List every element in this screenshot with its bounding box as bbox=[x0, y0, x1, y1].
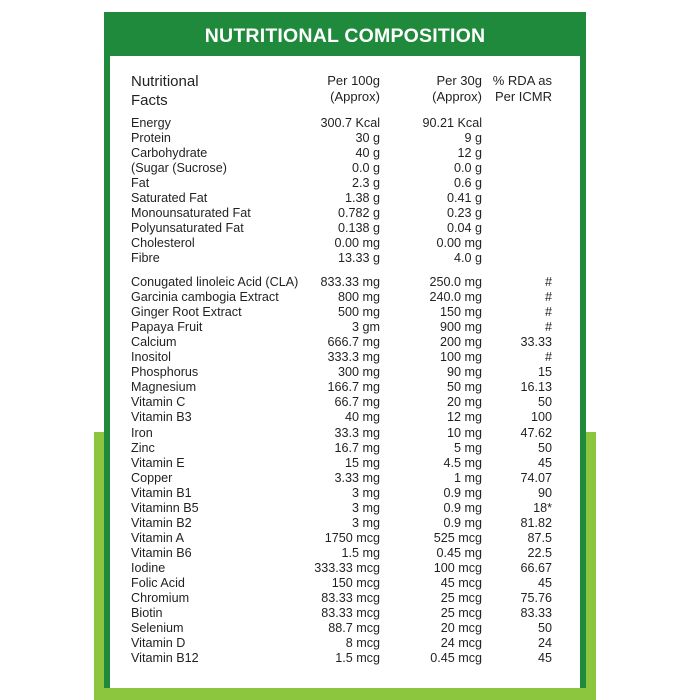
per-100g-value: 83.33 mcg bbox=[321, 606, 380, 621]
per-100g-value: 3 mg bbox=[352, 485, 380, 500]
per-100g-value: 0.00 mg bbox=[334, 236, 380, 251]
nutrient-name: Fat bbox=[131, 176, 150, 191]
nutrient-name: Biotin bbox=[131, 606, 163, 621]
per-30g-value: 45 mcg bbox=[440, 576, 482, 590]
per-30g-value: 12 g bbox=[457, 146, 482, 161]
table-row bbox=[0, 621, 690, 636]
table-row bbox=[0, 206, 690, 221]
rda-value: 16.13 bbox=[520, 380, 552, 395]
header-line: Per 100g bbox=[327, 73, 380, 88]
rda-value: 18* bbox=[533, 500, 552, 515]
header-line: Nutritional bbox=[131, 73, 199, 90]
table-row bbox=[0, 176, 690, 191]
rda-value: 75.76 bbox=[520, 591, 552, 606]
per-30g-value: 25 mcg bbox=[440, 606, 482, 621]
header-line: % RDA as bbox=[492, 73, 552, 88]
per-30g-value: 1 mg bbox=[454, 470, 482, 485]
per-100g-value: 166.7 mg bbox=[327, 380, 380, 395]
nutrient-name: Vitamin B1 bbox=[131, 485, 192, 500]
nutrient-name: Vitamin B3 bbox=[131, 410, 192, 425]
rda-value: 24 bbox=[537, 636, 552, 651]
nutrient-name: Zinc bbox=[131, 440, 155, 455]
nutrient-name: Garcinia cambogia Extract bbox=[131, 290, 279, 305]
table-row bbox=[0, 335, 690, 350]
rda-value: 50 bbox=[537, 395, 552, 410]
per-100g-value: 88.7 mcg bbox=[328, 621, 380, 636]
per-30g-value: 10 mg bbox=[446, 425, 482, 440]
per-30g-value: 100 mg bbox=[439, 350, 482, 365]
per-30g-value: 0.00 mg bbox=[436, 236, 482, 251]
per-100g-value: 13.33 g bbox=[337, 251, 380, 266]
rda-value: 74.07 bbox=[520, 470, 552, 485]
nutrient-name: Ginger Root Extract bbox=[131, 305, 242, 320]
rda-value: 87.5 bbox=[527, 530, 552, 545]
nutrient-name: Chromium bbox=[131, 591, 190, 606]
per-30g-value: 90 mg bbox=[446, 365, 482, 380]
per-100g-value: 300.7 Kcal bbox=[320, 116, 380, 130]
nutrient-name: Energy bbox=[131, 116, 171, 130]
table-row bbox=[0, 591, 690, 606]
table-row bbox=[0, 251, 690, 266]
per-30g-value: 0.9 mg bbox=[443, 500, 482, 515]
nutrient-name: Vitaminn B5 bbox=[131, 500, 199, 515]
rda-value: # bbox=[544, 305, 552, 320]
per-30g-value: 250.0 mg bbox=[429, 275, 482, 289]
rda-value: 22.5 bbox=[527, 545, 552, 560]
table-row bbox=[0, 191, 690, 206]
per-100g-value: 800 mg bbox=[337, 290, 380, 305]
nutrient-name: Cholesterol bbox=[131, 236, 195, 251]
rda-value: 90 bbox=[537, 485, 552, 500]
per-30g-value: 0.45 mg bbox=[436, 545, 482, 560]
per-100g-value: 0.782 g bbox=[337, 206, 380, 221]
per-30g-value: 0.04 g bbox=[446, 221, 482, 236]
per-100g-value: 150 mcg bbox=[331, 576, 380, 590]
per-30g-value: 50 mg bbox=[446, 380, 482, 395]
per-30g-value: 0.41 g bbox=[446, 191, 482, 206]
per-30g-value: 0.9 mg bbox=[443, 515, 482, 530]
header-rda bbox=[486, 73, 552, 105]
table-row bbox=[0, 161, 690, 176]
per-100g-value: 833.33 mg bbox=[320, 275, 380, 289]
rda-value: 100 bbox=[530, 410, 552, 425]
per-100g-value: 3.33 mg bbox=[334, 470, 380, 485]
nutrient-name: Vitamin C bbox=[131, 395, 186, 410]
table-row bbox=[0, 546, 690, 561]
header-per-30g bbox=[410, 73, 482, 105]
rda-value: 47.62 bbox=[520, 425, 552, 440]
per-100g-value: 666.7 mg bbox=[327, 335, 380, 350]
header-nutritional-facts bbox=[131, 72, 199, 110]
per-30g-value: 24 mcg bbox=[440, 636, 482, 651]
header-line: Per 30g bbox=[436, 73, 482, 88]
page-title: NUTRITIONAL COMPOSITION bbox=[204, 25, 486, 47]
per-100g-value: 1750 mcg bbox=[324, 530, 380, 545]
per-30g-value: 0.9 mg bbox=[443, 485, 482, 500]
per-30g-value: 525 mcg bbox=[433, 530, 482, 545]
nutrient-name: Iron bbox=[131, 425, 153, 440]
per-100g-value: 500 mg bbox=[337, 305, 380, 320]
nutrient-name: Carbohydrate bbox=[131, 146, 208, 161]
nutrient-name: Magnesium bbox=[131, 380, 197, 395]
per-100g-value: 1.38 g bbox=[344, 191, 380, 206]
per-30g-value: 900 mg bbox=[439, 320, 482, 335]
per-30g-value: 0.23 g bbox=[446, 206, 482, 221]
per-30g-value: 4.5 mg bbox=[443, 455, 482, 470]
table-row bbox=[0, 380, 690, 395]
per-100g-value: 333.3 mg bbox=[327, 350, 380, 365]
table-row bbox=[0, 275, 690, 290]
per-30g-value: 100 mcg bbox=[433, 560, 482, 575]
nutrient-name: Vitamin B6 bbox=[131, 545, 192, 560]
per-30g-value: 12 mg bbox=[446, 410, 482, 425]
per-100g-value: 3 mg bbox=[352, 500, 380, 515]
header-per-100g bbox=[305, 73, 380, 105]
per-100g-value: 15 mg bbox=[344, 455, 380, 470]
table-row bbox=[0, 516, 690, 531]
per-30g-value: 240.0 mg bbox=[429, 290, 482, 305]
rda-value: # bbox=[544, 350, 552, 365]
per-30g-value: 5 mg bbox=[454, 440, 482, 455]
rda-value: # bbox=[544, 320, 552, 335]
nutrient-name: Polyunsaturated Fat bbox=[131, 221, 244, 236]
nutrient-name: Vitamin B12 bbox=[131, 651, 199, 666]
nutrient-name: Fibre bbox=[131, 251, 160, 266]
per-100g-value: 1.5 mg bbox=[341, 545, 380, 560]
nutrient-name: (Sugar (Sucrose) bbox=[131, 161, 227, 176]
per-100g-value: 40 g bbox=[355, 146, 380, 161]
nutrient-name: Inositol bbox=[131, 350, 171, 365]
per-100g-value: 16.7 mg bbox=[334, 440, 380, 455]
table-row bbox=[0, 365, 690, 380]
table-row bbox=[0, 456, 690, 471]
per-100g-value: 0.138 g bbox=[337, 221, 380, 236]
table-row bbox=[0, 350, 690, 365]
table-row bbox=[0, 320, 690, 335]
per-100g-value: 40 mg bbox=[344, 410, 380, 425]
per-30g-value: 25 mcg bbox=[440, 591, 482, 606]
nutrient-name: Protein bbox=[131, 131, 171, 146]
per-100g-value: 1.5 mcg bbox=[335, 651, 380, 666]
per-30g-value: 4.0 g bbox=[453, 251, 482, 266]
nutrient-name: Vitamin B2 bbox=[131, 515, 192, 530]
rda-value: 66.67 bbox=[520, 560, 552, 575]
table-row bbox=[0, 441, 690, 456]
header-line: Per ICMR bbox=[494, 89, 552, 104]
nutrient-name: Monounsaturated Fat bbox=[131, 206, 251, 221]
table-row bbox=[0, 486, 690, 501]
table-row bbox=[0, 116, 690, 131]
table-row bbox=[0, 146, 690, 161]
per-30g-value: 9 g bbox=[464, 131, 482, 146]
rda-value: # bbox=[544, 275, 552, 289]
table-row bbox=[0, 561, 690, 576]
nutrient-name: Papaya Fruit bbox=[131, 320, 203, 335]
rda-value: 33.33 bbox=[520, 335, 552, 350]
nutrient-name: Selenium bbox=[131, 621, 184, 636]
per-100g-value: 0.0 g bbox=[351, 161, 380, 176]
rda-value: 45 bbox=[537, 576, 552, 590]
nutrient-name: Saturated Fat bbox=[131, 191, 208, 206]
rda-value: 15 bbox=[537, 365, 552, 380]
per-30g-value: 0.45 mcg bbox=[430, 651, 482, 666]
header-line: (Approx) bbox=[432, 89, 482, 104]
header-line: (Approx) bbox=[330, 89, 380, 104]
table-row bbox=[0, 471, 690, 486]
table-row bbox=[0, 636, 690, 651]
nutrient-name: Iodine bbox=[131, 560, 166, 575]
nutrient-name: Calcium bbox=[131, 335, 177, 350]
table-row bbox=[0, 651, 690, 666]
per-100g-value: 2.3 g bbox=[351, 176, 380, 191]
rda-value: 45 bbox=[537, 455, 552, 470]
rda-value: 45 bbox=[537, 651, 552, 666]
per-100g-value: 300 mg bbox=[337, 365, 380, 380]
per-100g-value: 30 g bbox=[355, 131, 380, 146]
nutrient-name: Conugated linoleic Acid (CLA) bbox=[131, 275, 299, 289]
per-100g-value: 3 gm bbox=[352, 320, 380, 335]
per-30g-value: 150 mg bbox=[439, 305, 482, 320]
rda-value: 50 bbox=[537, 440, 552, 455]
per-100g-value: 33.3 mg bbox=[334, 425, 380, 440]
nutrient-name: Vitamin D bbox=[131, 636, 186, 651]
per-100g-value: 8 mcg bbox=[345, 636, 380, 651]
table-row bbox=[0, 395, 690, 410]
nutrient-name: Folic Acid bbox=[131, 576, 185, 590]
table-row bbox=[0, 131, 690, 146]
per-30g-value: 20 mcg bbox=[440, 621, 482, 636]
per-100g-value: 83.33 mcg bbox=[321, 591, 380, 606]
table-row bbox=[0, 501, 690, 516]
table-row bbox=[0, 576, 690, 591]
table-row bbox=[0, 606, 690, 621]
table-row bbox=[0, 531, 690, 546]
rda-value: 50 bbox=[537, 621, 552, 636]
per-30g-value: 200 mg bbox=[439, 335, 482, 350]
per-100g-value: 66.7 mg bbox=[334, 395, 380, 410]
header-line: Facts bbox=[131, 92, 168, 109]
rda-value: # bbox=[544, 290, 552, 305]
table-row bbox=[0, 410, 690, 425]
table-row bbox=[0, 426, 690, 441]
nutrient-name: Copper bbox=[131, 470, 173, 485]
table-row bbox=[0, 236, 690, 251]
table-row bbox=[0, 221, 690, 236]
nutrient-name: Vitamin E bbox=[131, 455, 185, 470]
per-100g-value: 333.33 mcg bbox=[314, 560, 380, 575]
bottom-accent-strip bbox=[104, 688, 586, 700]
per-30g-value: 90.21 Kcal bbox=[422, 116, 482, 130]
nutrient-name: Phosphorus bbox=[131, 365, 199, 380]
table-row bbox=[0, 305, 690, 320]
per-30g-value: 20 mg bbox=[446, 395, 482, 410]
nutrient-name: Vitamin A bbox=[131, 530, 184, 545]
per-100g-value: 3 mg bbox=[352, 515, 380, 530]
per-30g-value: 0.0 g bbox=[453, 161, 482, 176]
table-row bbox=[0, 290, 690, 305]
per-30g-value: 0.6 g bbox=[453, 176, 482, 191]
rda-value: 83.33 bbox=[520, 606, 552, 621]
rda-value: 81.82 bbox=[520, 515, 552, 530]
